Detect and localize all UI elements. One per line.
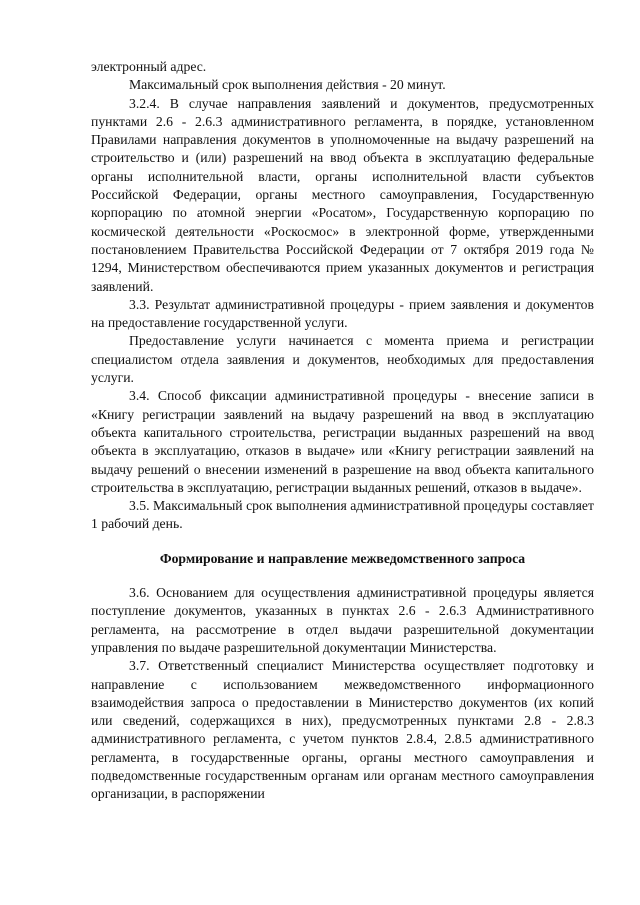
document-body xyxy=(91,58,594,804)
section-heading: Формирование и направление межведомственного запроса xyxy=(159,550,526,566)
paragraph-3-4: 3.4. Способ фиксации административной процедуры - внесение записи в «Книгу регистрации заявлений на выдачу разрешений на ввод в эксплуатацию объекта капитального строительства, регистрации выданных разрешений на ввод объекта в эксплуатацию, отказов в выдаче» или «Книгу регистрации заявлений на выдачу решений о внесении изменений в разрешение на ввод объекта капитального строительства в эксплуатацию, регистрации выданных решений, отказов в выдаче». xyxy=(91,388,594,495)
paragraph-3-2-4: 3.2.4. В случае направления заявлений и документов, предусмотренных пунктами 2.6 - 2.6.3 административного регламента, в порядке, установленном Правилами направления документов в уполномоченные на выдачу разрешений на строительство и (или) разрешений на ввод объекта в эксплуатацию федеральные органы исполнительной власти, органы исполнительной власти субъектов Российской Федерации, органы местного самоуправления, Государственную корпорацию по атомной энергии «Росатом», Государственную корпорацию по космической деятельности «Роскосмос» в электронной форме, утвержденными постановлением Правительства Российской Федерации от 7 октября 2019 года № 1294, Министерством обеспечиваются прием указанных документов и регистрация заявлений. xyxy=(91,95,594,294)
paragraph-continuation: электронный адрес. xyxy=(91,59,207,74)
paragraph-3-6: 3.6. Основанием для осуществления административной процедуры является поступление документов, указанных в пунктах 2.6 - 2.6.3 Административного регламента, на рассмотрение в отдел выдачи разрешительной документации управления по выдаче разрешительной документации Министерства. xyxy=(91,585,594,655)
paragraph-service-start: Предоставление услуги начинается с момента приема и регистрации специалистом отдела заявления и документов, необходимых для предоставления услуги. xyxy=(91,333,594,386)
paragraph-max-time: Максимальный срок выполнения действия - 20 минут. xyxy=(129,77,446,93)
paragraph-3-5: 3.5. Максимальный срок выполнения административной процедуры составляет 1 рабочий день. xyxy=(91,498,594,532)
paragraph-3-7: 3.7. Ответственный специалист Министерства осуществляет подготовку и направление с использованием межведомственного информационного взаимодействия запроса о предоставлении в Министерство документов (их копий или сведений, содержащихся в них), предусмотренных пунктами 2.8 - 2.8.3 административного регламента, с учетом пунктов 2.8.4, 2.8.5 административного регламента, в государственные органы, органы местного самоуправления и подведомственные государственным органам или органам местного самоуправления организации, в распоряжении xyxy=(91,658,594,802)
paragraph-3-3: 3.3. Результат административной процедуры - прием заявления и документов на предоставление государственной услуги. xyxy=(91,296,594,331)
